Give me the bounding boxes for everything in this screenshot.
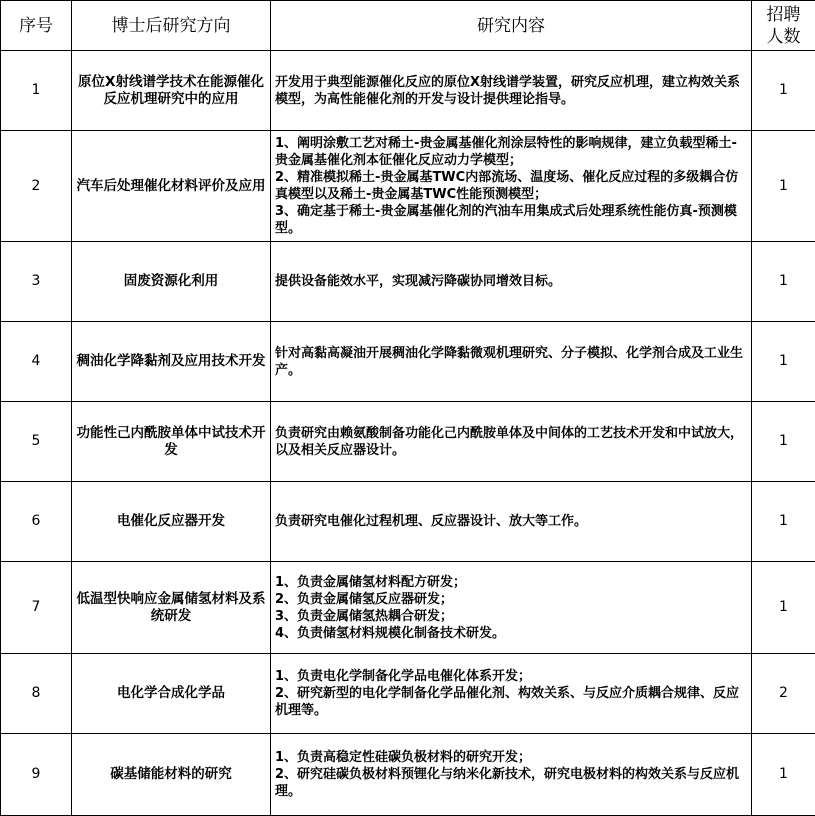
table-row [1,562,815,654]
row-count: 1 [752,562,815,654]
row-index: 2 [1,131,72,242]
row-index: 6 [1,482,72,562]
header-content: 研究内容 [271,1,752,51]
row-direction: 固废资源化利用 [72,242,271,322]
row-content [271,51,752,131]
row-content [271,242,752,322]
row-index: 3 [1,242,72,322]
table-row [1,51,815,131]
row-content [271,131,752,242]
content-line: 2、负责金属储氢反应器研发； [275,591,747,608]
row-content [271,734,752,816]
row-direction: 低温型快响应金属储氢材料及系统研发 [72,562,271,654]
content-line: 2、研究新型的电化学制备化学品催化剂、构效关系、与反应介质耦合规律、反应机理等。 [275,685,747,719]
header-count [752,1,815,51]
row-count: 1 [752,322,815,402]
content-line: 1、负责高稳定性硅碳负极材料的研究开发； [275,749,747,766]
content-line: 针对高黏高凝油开展稠油化学降黏微观机理研究、分子模拟、化学剂合成及工业生产。 [275,345,747,379]
row-index: 9 [1,734,72,816]
table-row [1,131,815,242]
content-line: 1、负责电化学制备化学品电催化体系开发； [275,668,747,685]
row-count: 1 [752,242,815,322]
header-row [1,1,815,51]
table-row [1,734,815,816]
row-direction: 碳基储能材料的研究 [72,734,271,816]
content-line: 2、研究硅碳负极材料预锂化与纳米化新技术，研究电极材料的构效关系与反应机理。 [275,766,747,800]
row-index: 7 [1,562,72,654]
header-count-line1: 招聘 [756,4,811,26]
row-content [271,402,752,482]
row-content [271,482,752,562]
header-count-line2: 人数 [756,26,811,48]
row-direction: 汽车后处理催化材料评价及应用 [72,131,271,242]
header-direction: 博士后研究方向 [72,1,271,51]
row-direction: 原位X射线谱学技术在能源催化反应机理研究中的应用 [72,51,271,131]
row-count: 2 [752,654,815,734]
table-row [1,402,815,482]
content-line: 1、负责金属储氢材料配方研发； [275,574,747,591]
row-content [271,322,752,402]
content-line: 负责研究电催化过程机理、反应器设计、放大等工作。 [275,513,747,530]
content-line: 2、精准模拟稀土-贵金属基TWC内部流场、温度场、催化反应过程的多级耦合仿真模型以及稀土-贵金属基TWC性能预测模型； [275,169,747,203]
row-index: 5 [1,402,72,482]
row-index: 4 [1,322,72,402]
content-line: 负责研究由赖氨酸制备功能化己内酰胺单体及中间体的工艺技术开发和中试放大，以及相关反应器设计。 [275,425,747,459]
row-count: 1 [752,131,815,242]
row-count: 1 [752,482,815,562]
table-row [1,654,815,734]
content-line: 开发用于典型能源催化反应的原位X射线谱学装置，研究反应机理，建立构效关系模型，为高性能催化剂的开发与设计提供理论指导。 [275,74,747,108]
row-content [271,654,752,734]
row-index: 8 [1,654,72,734]
row-direction: 电催化反应器开发 [72,482,271,562]
content-line: 4、负责储氢材料规模化制备技术研发。 [275,625,747,642]
row-count: 1 [752,734,815,816]
row-content [271,562,752,654]
table-row [1,242,815,322]
row-direction: 稠油化学降黏剂及应用技术开发 [72,322,271,402]
content-line: 提供设备能效水平，实现减污降碳协同增效目标。 [275,273,747,290]
row-direction: 功能性己内酰胺单体中试技术开发 [72,402,271,482]
content-line: 1、阐明涂敷工艺对稀土-贵金属基催化剂涂层特性的影响规律，建立负载型稀土-贵金属基催化剂本征催化反应动力学模型； [275,135,747,169]
row-count: 1 [752,402,815,482]
header-index: 序号 [1,1,72,51]
row-index: 1 [1,51,72,131]
table-row [1,322,815,402]
content-line: 3、确定基于稀土-贵金属基催化剂的汽油车用集成式后处理系统性能仿真-预测模型。 [275,203,747,237]
row-count: 1 [752,51,815,131]
content-line: 3、负责金属储氢热耦合研发； [275,608,747,625]
row-direction: 电化学合成化学品 [72,654,271,734]
table-row [1,482,815,562]
